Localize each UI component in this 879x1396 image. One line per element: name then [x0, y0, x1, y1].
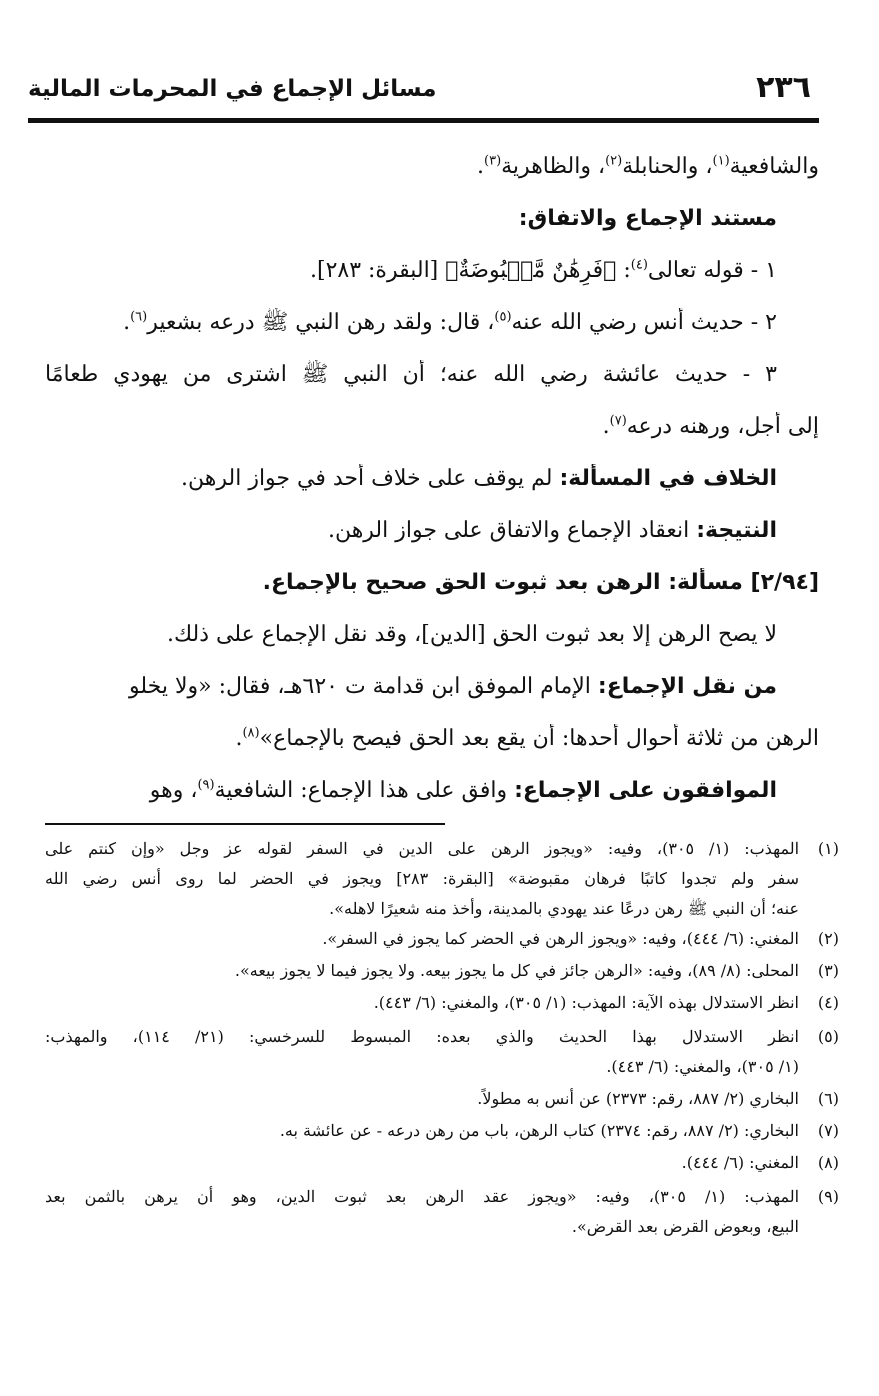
footnote-ref[interactable]: (٩) — [197, 777, 215, 793]
text-line: الموافقون على الإجماع: وافق على هذا الإجماع: الشافعية$^{(٩)}$، وهو — [149, 777, 777, 803]
footnote-ref[interactable]: (٨) — [242, 725, 260, 741]
footnote-line: المحلى: (٨/ ٨٩)، وفيه: «الرهن جائز في كل ما يجوز بيعه. ولا يجوز فيما لا يجوز بيعه». — [234, 961, 799, 980]
footnote-line: انظر الاستدلال بهذا الحديث والذي بعده: المبسوط للسرخسي: (٢١/ ١١٤)، والمهذب: — [45, 1027, 799, 1046]
text-line: ١ - قوله تعالى$^{(٤)}$: ﴿فَرِهَٰنٌ مَّقۡبُوضَةٌ﴾ [البقرة: ٢٨٣]. — [310, 257, 777, 283]
text-line: ٣ - حديث عائشة رضي الله عنه؛ أن النبي ﷺ اشترى من يهودي طعامًا — [45, 362, 777, 387]
text-line: إلى أجل، ورهنه درعه$^{(٧)}$. — [602, 413, 819, 439]
footnote-line: عنه؛ أن النبي ﷺ رهن درعًا عند يهودي بالمدينة، وأخذ منه شعيرًا لاهله». — [329, 899, 799, 918]
text-line: الخلاف في المسألة: لم يوقف على خلاف أحد في جواز الرهن. — [181, 466, 777, 491]
inline-heading: النتيجة: — [696, 518, 777, 543]
footnote-line: البخاري: (٢/ ٨٨٧، رقم: ٢٣٧٤) كتاب الرهن، باب من رهن درعه - عن عائشة به. — [279, 1121, 799, 1140]
running-title: مسائل الإجماع في المحرمات المالية — [28, 76, 437, 102]
footnote-line: (١/ ٣٠٥)، والمغني: (٦/ ٤٤٣). — [606, 1057, 799, 1076]
footnote-line: البخاري (٢/ ٨٨٧، رقم: ٢٣٧٣) عن أنس به مطولاً. — [477, 1089, 799, 1108]
inline-heading: الخلاف في المسألة: — [559, 466, 777, 491]
text-line: النتيجة: انعقاد الإجماع والاتفاق على جواز الرهن. — [327, 518, 777, 543]
footnote-line: سفر ولم تجدوا كاتبًا فرهان مقبوضة» [البقرة: ٢٨٣] ويجوز في الحضر لما روى أنس رضي الله — [45, 869, 799, 888]
footnote-ref[interactable]: (١) — [712, 153, 730, 169]
footnote-ref[interactable]: (٤) — [630, 257, 648, 273]
footnote-separator — [45, 823, 445, 825]
footnote-line: المغني: (٦/ ٤٤٤)، وفيه: «ويجوز الرهن في الحضر كما يجوز في السفر». — [322, 929, 799, 948]
issue-heading: [٢/٩٤] مسألة: الرهن بعد ثبوت الحق صحيح بالإجماع. — [262, 570, 819, 595]
footnote-number: (٥) — [817, 1027, 839, 1046]
inline-heading: الموافقون على الإجماع: — [514, 778, 777, 803]
footnote-number: (٨) — [817, 1153, 839, 1172]
header-rule — [28, 118, 819, 123]
text-line: لا يصح الرهن إلا بعد ثبوت الحق [الدين]، وقد نقل الإجماع على ذلك. — [166, 622, 777, 647]
footnote-line: المغني: (٦/ ٤٤٤). — [681, 1153, 799, 1172]
footnote-number: (٢) — [817, 929, 839, 948]
footnote-ref[interactable]: (٦) — [130, 309, 148, 325]
footnote-number: (١) — [817, 839, 839, 858]
text-line: ٢ - حديث أنس رضي الله عنه$^{(٥)}$، قال: ولقد رهن النبي ﷺ درعه بشعير$^{(٦)}$. — [123, 309, 777, 335]
text-line: من نقل الإجماع: الإمام الموفق ابن قدامة ت ٦٢٠هـ، فقال: «ولا يخلو — [129, 674, 777, 699]
text-line: والشافعية$^{(١)}$، والحنابلة$^{(٢)}$، والظاهرية$^{(٣)}$. — [477, 153, 819, 179]
footnote-ref[interactable]: (٣) — [484, 153, 502, 169]
footnote-number: (٦) — [817, 1089, 839, 1108]
footnote-number: (٣) — [817, 961, 839, 980]
page-header — [28, 62, 819, 122]
footnote-line: المهذب: (١/ ٣٠٥)، وفيه: «ويجوز عقد الرهن بعد ثبوت الدين، وهو أن يرهن بالثمن بعد — [45, 1187, 799, 1206]
footnote-line: البيع، وبعوض القرض بعد القرض». — [571, 1217, 799, 1236]
footnote-number: (٩) — [817, 1187, 839, 1206]
footnote-number: (٤) — [817, 993, 839, 1012]
footnote-number: (٧) — [817, 1121, 839, 1140]
section-heading: مستند الإجماع والاتفاق: — [518, 206, 777, 231]
footnote-ref[interactable]: (٢) — [605, 153, 623, 169]
text-line: الرهن من ثلاثة أحوال أحدها: أن يقع بعد الحق فيصح بالإجماع»$^{(٨)}$. — [235, 725, 819, 751]
page-number: ٢٣٦ — [756, 70, 811, 105]
inline-heading: من نقل الإجماع: — [597, 674, 777, 699]
footnote-ref[interactable]: (٥) — [494, 309, 512, 325]
footnote-line: المهذب: (١/ ٣٠٥)، وفيه: «ويجوز الرهن على الدين في السفر لقوله عز وجل «وإن كنتم على — [45, 839, 799, 858]
footnote-ref[interactable]: (٧) — [609, 413, 627, 429]
footnote-line: انظر الاستدلال بهذه الآية: المهذب: (١/ ٣٠٥)، والمغني: (٦/ ٤٤٣). — [373, 993, 799, 1012]
